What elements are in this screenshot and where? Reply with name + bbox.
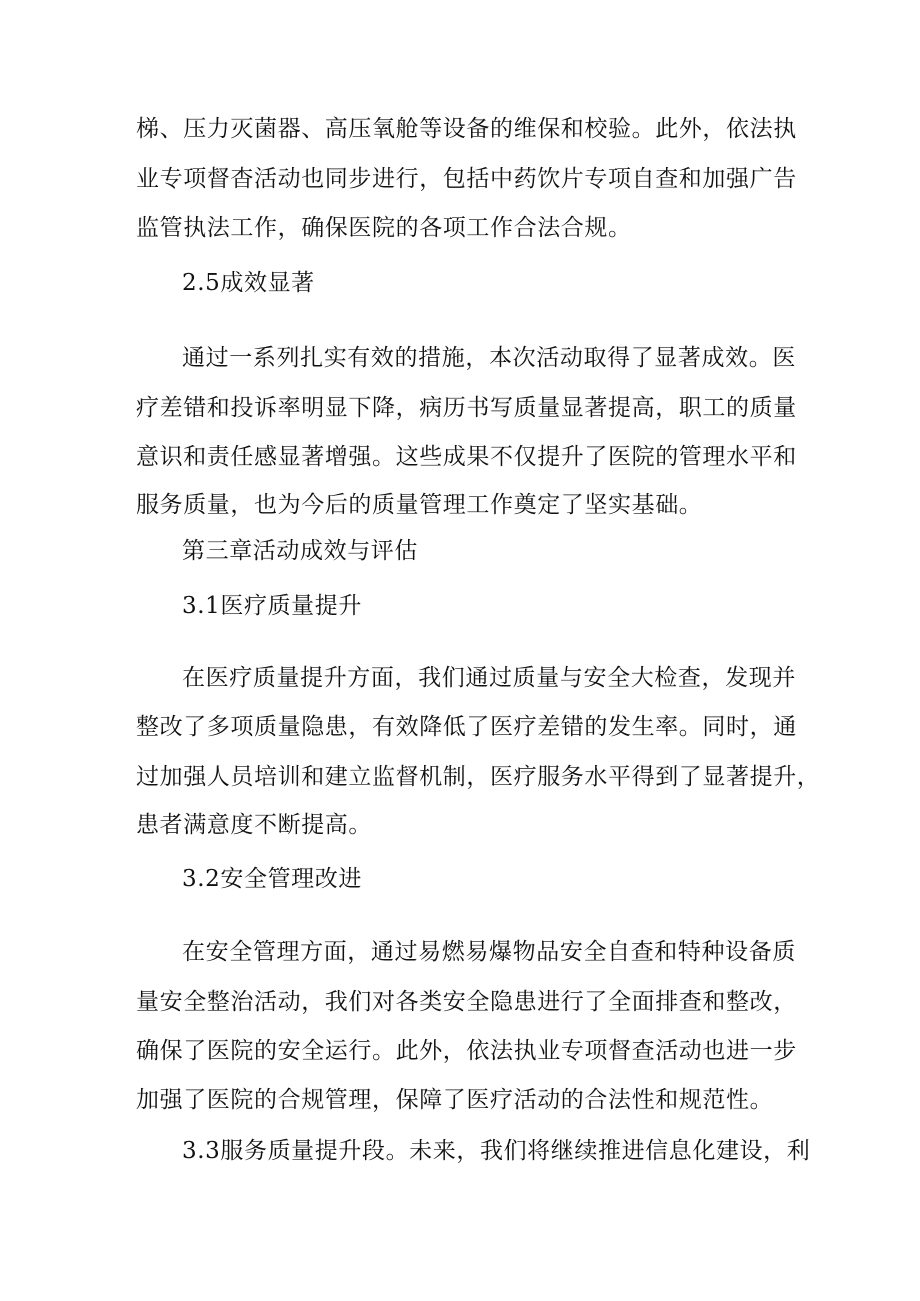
paragraph-line: 服务质量，也为今后的质量管理工作奠定了坚实基础。 bbox=[136, 492, 703, 518]
paragraph-line: 过加强人员培训和建立监督机制，医疗服务水平得到了显著提升， bbox=[136, 764, 821, 790]
paragraph-line: 疗差错和投诉率明显下降，病历书写质量显著提高，职工的质量 bbox=[136, 395, 797, 421]
paragraph-line: 在医疗质量提升方面，我们通过质量与安全大检查，发现并 bbox=[182, 665, 796, 691]
paragraph-line: 通过一系列扎实有效的措施，本次活动取得了显著成效。医 bbox=[182, 345, 796, 371]
paragraph-line: 意识和责任感显著增强。这些成果不仅提升了医院的管理水平和 bbox=[136, 444, 797, 470]
paragraph-line: 整改了多项质量隐患，有效降低了医疗差错的发生率。同时，通 bbox=[136, 714, 797, 740]
chapter-title: 第三章活动成效与评估 bbox=[182, 538, 418, 564]
paragraph-line: 量安全整治活动，我们对各类安全隐患进行了全面排查和整改， bbox=[136, 989, 797, 1015]
section-heading-3-1: 3.1医疗质量提升 bbox=[182, 593, 362, 619]
paragraph-line: 确保了医院的安全运行。此外，依法执业专项督查活动也进一步 bbox=[136, 1038, 797, 1064]
section-heading-3-3-line: 3.3服务质量提升段。未来，我们将继续推进信息化建设，利 bbox=[182, 1138, 811, 1164]
section-heading-3-2: 3.2安全管理改进 bbox=[182, 866, 362, 892]
section-heading-2-5: 2.5成效显著 bbox=[182, 270, 315, 296]
paragraph-line: 业专项督杳活动也同步进行，包括中药饮片专项自查和加强广告 bbox=[136, 166, 797, 192]
paragraph-line: 在安全管理方面，通过易燃易爆物品安全自查和特种设备质 bbox=[182, 939, 796, 965]
paragraph-line: 患者满意度不断提高。 bbox=[136, 812, 372, 838]
paragraph-line: 加强了医院的合规管理，保障了医疗活动的合法性和规范性。 bbox=[136, 1087, 774, 1113]
paragraph-line: 梯、压力灭菌器、高压氧舱等设备的维保和校验。此外，依法执 bbox=[136, 116, 797, 142]
paragraph-line: 监管执法工作，确保医院的各项工作合法合规。 bbox=[136, 215, 632, 241]
